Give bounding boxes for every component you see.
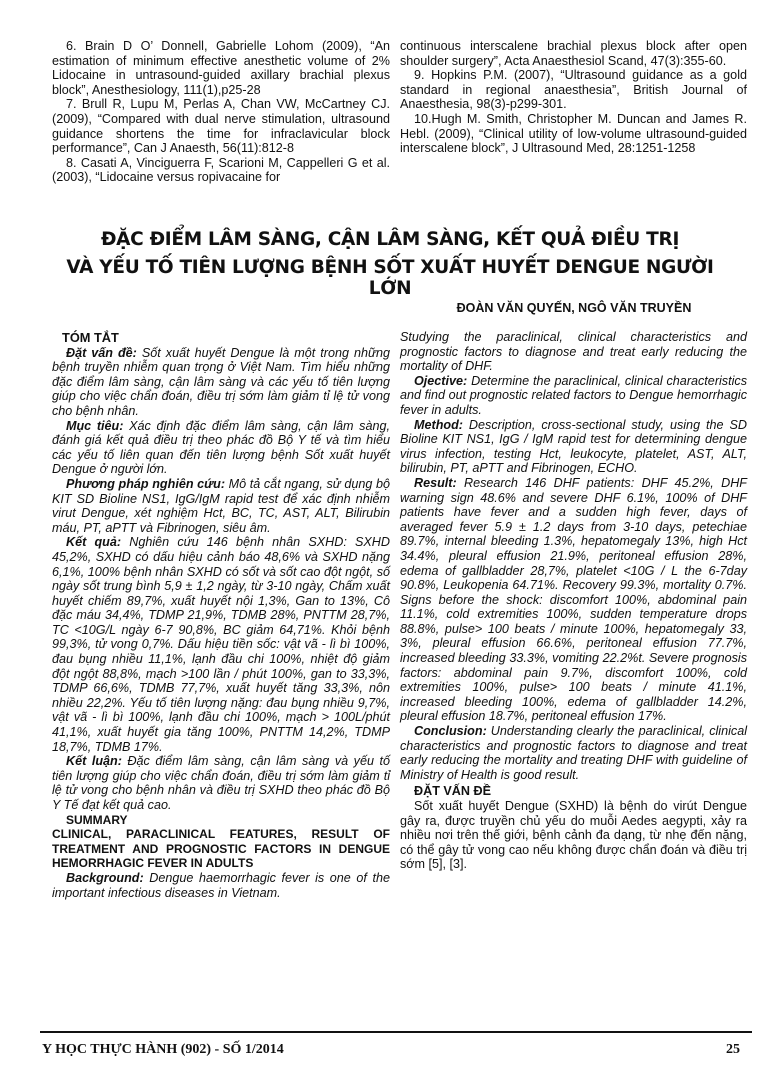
summary-title: CLINICAL, PARACLINICAL FEATURES, RESULT OF TREATMENT AND PROGNOSTIC FACTORS IN DENGUE HEMORRHAGIC FEVER IN ADULTS: [52, 827, 390, 871]
reference-item: continuous interscalene brachial plexus block after open shoulder surgery”, Acta Anaesthesiol Scand, 47(3):355-60.: [400, 39, 747, 68]
summary-result: Result: Research 146 DHF patients: DHF 45.2%, DHF warning sign 48.6% and severe DHF 6.1%, 100% of DHF patients have fever and a sudden high fever, days of averaged fever 5.9 ± 1.2 days from 3-10 days, petechiae 89.7%, internal bleeding 1.3%, hepatomegaly 13%, high Hct 34.4%, pleural effusion 21.9%, peritoneal effusion 28%, edema of gallbladder 28,7%, platelet <10G / L the 6-7day 90.8%, Leukopenia 64.71%. Recovery 99.3%, mortality 0.7%. Signs before the shock: discomfort 100%, abdominal pain 11.1%, cold extremities 100%, sudden temperature drops 88.8%, pulse> 100 beats / minute 100%, hepatomegaly 33, 3%, pleural effusion 66.6%, peritoneal effusion 77.7%, increased bleeding 33.3%, vomiting 22.2%t. Severe prognosis factors: abdominal pain 9.7%, discomfort 100%, cold extremities 100%, pulse> 100 beats / minute 41.1%, increased bleeding 100%, edema of gallbladder 14.2%, pleural effusion 18.7%, peritoneal effusion 17%.: [400, 475, 747, 724]
summary-conclusion: Conclusion: Understanding clearly the paraclinical, clinical characteristics and prognostic factors to diagnose and treat early reducing the mortality and treating DHF with guideline of Ministry of Health is good result.: [400, 724, 747, 782]
article-title-line-2: VÀ YẾU TỐ TIÊN LƯỢNG BỆNH SỐT XUẤT HUYẾT DENGUE NGƯỜI LỚN: [66, 257, 714, 299]
reference-item: 9. Hopkins P.M. (2007), “Ultrasound guidance as a gold standard in regional anaesthesia”, British Journal of Anaesthesia, 98(3)-p299-301.: [400, 68, 747, 112]
summary-background: Background: Dengue haemorrhagic fever is one of the important infectious diseases in Vietnam.: [52, 870, 390, 900]
article-authors: ĐOÀN VĂN QUYẾN, NGÔ VĂN TRUYỀN: [456, 301, 692, 315]
abstract-conclusion: Kết luận: Đặc điểm lâm sàng, cận lâm sàng và yếu tố tiên lượng giúp cho việc chẩn đoán, điều trị sớm làm giảm tỉ lệ tử vong cho bệnh nhân và điều trị SXHD theo phác đồ Bộ Y Tế đạt kết quả cao.: [52, 754, 390, 812]
reference-item: 7. Brull R, Lupu M, Perlas A, Chan VW, McCartney CJ. (2009), “Compared with dual nerve stimulation, ultrasound guidance shortens the time for infraclavicular block performance”, Can J Anaesth, 56(11):812-8: [52, 97, 390, 156]
reference-item: 10.Hugh M. Smith, Christopher M. Duncan and James R. Hebl. (2009), “Clinical utility of low-volume ultrasound-guided interscalene block”, J Ultrasound Med, 28:1251-1258: [400, 111, 747, 156]
abstract-result: Kết quả: Nghiên cứu 146 bệnh nhân SXHD: SXHD 45,2%, SXHD có dấu hiệu cảnh báo 48,6% và SXHD nặng 6,1%, 100% bệnh nhân SXHD có sốt và sốt cao đột ngột, số ngày sốt trung bình 5,9 ± 1,2 ngày, từ 3-10 ngày, Chấm xuất huyết chiếm 89,7%, xuất huyết nội 1,3%, Gan to 13%, Cô đặc máu 34,4%, TDMP 21,9%, TDMB 28%, PNTTM 28,7%, TC <10G/L ngày 6-7 90,8%, BC giảm 64,71%. Khỏi bệnh 99,3%, tử vong 0,7%. Dấu hiệu tiền sốc: vật vã - lì bì 100%, đau bụng nhiều 11,1%, lạnh đầu chi 100%, nhiệt độ giảm đột ngột 88,8%, mạch >100 lần / phút 100%, gan to 33,3%, TDMP 66,6%, TDMB 77,7%, xuất huyết tăng 33,3%, nôn nhiều 22,2%. Yếu tố tiên lượng nặng: đau bụng nhiều 9,7%, vật vã - lì bì 100%, lạnh đầu chi 100%, mạch > 100L/phút 41,1%, xuất huyết gia tăng 100%, PNTTM 14,2%, TDMP 18,7%, TDMB 17%.: [52, 535, 390, 754]
right-body-column: [400, 330, 747, 872]
summary-objective: Ojective: Determine the paraclinical, clinical characteristics and find out prognostic related factors to Dengue hemorrhagic fever in adults.: [400, 373, 747, 417]
intro-text: Sốt xuất huyết Dengue (SXHD) là bệnh do virút Dengue gây ra, được truyền chủ yếu do muỗi Aedes aegypti, xảy ra nhiều nơi trên thế giới, bệnh cảnh đa dạng, từ nhẹ đến nặng, có thể gây tử vong cao nếu không được chẩn đoán và điều trị sớm [5], [3].: [400, 799, 747, 872]
abstract-background: Đặt vấn đề: Sốt xuất huyết Dengue là một trong những bệnh truyền nhiễm quan trọng ở Việt Nam. Tìm hiểu những đặc điểm lâm sàng, cận lâm sàng và các yếu tố tiên lượng giúp cho việc chẩn đoán, điều trị sớm làm giảm tỉ lệ tử vong cho bệnh nhân.: [52, 345, 390, 418]
intro-heading: ĐẶT VẤN ĐỀ: [414, 784, 491, 799]
reference-item: 8. Casati A, Vinciguerra F, Scarioni M, Cappelleri G et al. (2003), “Lidocaine versus ropivacaine for: [52, 155, 390, 185]
summary-heading: SUMMARY: [66, 812, 128, 827]
abstract-heading: TÓM TẮT: [62, 330, 119, 345]
summary-background-cont: Studying the paraclinical, clinical characteristics and prognostic factors to diagnose and treat early reducing the mortality of DHF.: [400, 330, 747, 374]
summary-method: Method: Description, cross-sectional study, using the SD Bioline KIT NS1, IgG / IgM rapid test for determining dengue virus infection, testing Hct, leukocyte, platelet, AST, ALT, bilirubin, PT, aPTT and Fibrinogen, ECHO.: [400, 417, 747, 476]
references-left-column: [52, 39, 390, 185]
footer-journal: Y HỌC THỰC HÀNH (902) - SỐ 1/2014: [42, 1042, 284, 1057]
abstract-method: Phương pháp nghiên cứu: Mô tả cắt ngang, sử dụng bộ KIT SD Bioline NS1, IgG/IgM rapid test để xác định nhiễm virut Dengue, xét nghiệm Hct, BC, TC, AST, ALT, Bilirubin máu, PT, aPTT và Fibrinogen, siêu âm.: [52, 476, 390, 535]
left-body-column: [52, 331, 390, 900]
page-number: 25: [726, 1042, 740, 1057]
reference-item: 6. Brain D O’ Donnell, Gabrielle Lohom (2009), “An estimation of minimum effective anesthetic volume of 2% Lidocaine in untrasound-guided axillary brachial plexus block”, Anesthesiology, 111(1),p25-28: [52, 39, 390, 97]
article-title-line-1: ĐẶC ĐIỂM LÂM SÀNG, CẬN LÂM SÀNG, KẾT QUẢ ĐIỀU TRỊ: [100, 229, 680, 250]
references-right-column: [400, 39, 747, 156]
abstract-objective: Mục tiêu: Xác định đặc điểm lâm sàng, cận lâm sàng, đánh giá kết quả điều trị theo phác đồ Bộ Y tế và tìm hiểu các yếu tố liên quan đến tiên lượng bệnh Sốt xuất huyết Dengue ở người lớn.: [52, 418, 390, 477]
footer-divider: [40, 1031, 752, 1033]
